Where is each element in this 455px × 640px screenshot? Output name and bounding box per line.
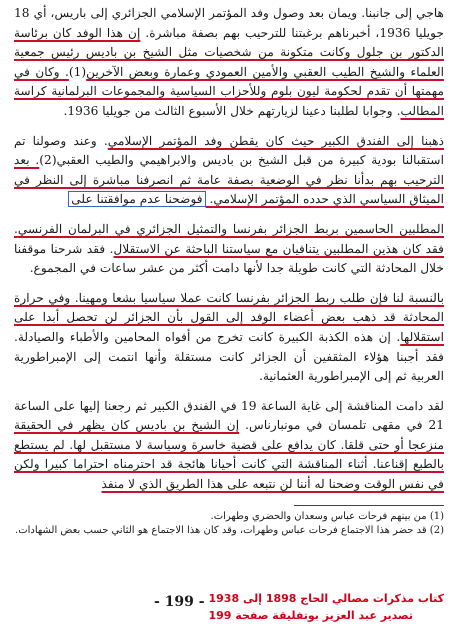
text-segment: هاجي إلى جانبنا. ويمان بعد وصول وفد المؤتمر الإسلامي الجزائري إلى باريس، أي 18 جويليا 1936، أخبرناهم برغبتنا للترحيب بهم بصفة مباشرة. bbox=[14, 6, 444, 40]
underlined-passage: . فقد كان هذين المطلبين يتنافيان مع سياستنا الباحثة عن الاستقلال bbox=[14, 221, 444, 256]
boxed-passage: فوضحنا عدم موافقتنا على bbox=[68, 191, 205, 207]
underlined-passage: . وكان في مهمتها أن تقدم لحكومة ليون بلوم وللأحزاب السياسية والمجموعات البرلمانية كراسة المطالب bbox=[14, 64, 444, 118]
footnotes bbox=[14, 510, 444, 538]
paragraph-4 bbox=[14, 289, 444, 387]
text-segment: . إن هذه الكذبة الكبيرة كانت تخرج من أفواه المحامين والأطباء والصيادلة. فقد أجبنا هؤلاء المثقفين أن الجزائر كانت مستقلة وأنها انتمت إلى الإمبراطورية العربية ثم إلى الإمبراطورية العثمانية. bbox=[14, 329, 444, 384]
underlined-passage: بالنسبة لنا فإن طلب ربط الجزائر بفرنسا كانت عملا سياسيا بشعا ومهينا. وفي حرارة المحادثة قد ذهب بعض أعضاء الوفد إلى القول بأن الجزائر لن تحصل أبدا على استقلالها bbox=[14, 290, 444, 344]
source-credit bbox=[209, 590, 445, 624]
text-segment: . وعند وصولنا تم استقبالنا بودية كبيرة من قبل الشيخ بن باديس والابراهيمي والطيب العقبي bbox=[14, 133, 444, 168]
underlined-passage: . بعد الترحيب بهم بدأنا نظر في الوضعية بصفة عامة ثم انصرفنا مباشرة إلى النظر في الميثاق السياسي الذي حدده المؤتمر الإسلامي. bbox=[14, 153, 444, 207]
body-text bbox=[14, 4, 444, 495]
book-page bbox=[14, 4, 444, 538]
paragraph-1 bbox=[14, 4, 444, 122]
text-segment: (1) bbox=[68, 64, 87, 79]
page-footer bbox=[14, 590, 444, 636]
underlined-passage: المطلبين الحاسمين بربط الجزائر بفرنسا والتمثيل الجزائري في البرلمان الفرنسي bbox=[17, 221, 444, 236]
text-segment: (2) bbox=[39, 153, 57, 168]
paragraph-2 bbox=[14, 132, 444, 210]
text-segment: . وجوابا لطلبنا دعينا لزيارتهم خلال الأسبوع الثالث من جويليا 1936. bbox=[63, 103, 401, 118]
underlined-passage: . كان يدافع على قضية خاسرة وسياسة لا مستقبل لها. لم يستطع بالطبع إقناعنا bbox=[14, 437, 444, 472]
footnote-2: (2) قد حضر هذا الاجتماع فرحات عباس وطهرات، وقد كان هذا الاجتماع هو الثاني حسب بعض الشهادات. bbox=[15, 524, 444, 536]
paragraph-3 bbox=[14, 220, 444, 279]
underlined-passage: ذهبنا إلى الفندق الكبير حيث كان يقطن وفد المؤتمر الإسلامي bbox=[107, 133, 444, 148]
footnote-1: (1) من بينهم فرحات عباس وسعدان والحضري وطهرات. bbox=[210, 510, 444, 522]
page-number: - 199 - bbox=[154, 594, 205, 610]
underlined-passage: إن هذا الوفد كان برئاسة الدكتور بن جلول وكانت متكونة من شخصيات مثل الشيخ بن باديس رئيس جمعية العلماء والشيخ الطيب العقبي والأمين العمودي وعمارة وبعض الآخرين bbox=[14, 25, 444, 79]
underlined-passage: إن الشيخ بن باديس كان يظهر في الحقيقة منزعجا أو حتى قلقا bbox=[14, 418, 444, 452]
text-segment: لقد دامت المناقشة إلى غاية الساعة 19 في الفندق الكبير ثم رجعنا إليها على الساعة 21 في مقهى تلمسان في مونبارناس. bbox=[14, 398, 444, 433]
underlined-passage: . أثناء المناقشة التي كانت أحيانا هائجة قد احترمناه احتراما كبيرا ولكن في نفس الوقت وضحنا له أننا لن نتبعه على هذا الطريق الذي لا منفذ bbox=[14, 457, 444, 492]
credit-line-preface: تصدير عبد العزيز بوتفليقة صفحة 199 bbox=[208, 609, 413, 622]
credit-line-book: كتاب مذكرات مصالي الحاج 1898 إلى 1938 bbox=[208, 592, 444, 605]
footnote-divider bbox=[294, 505, 444, 506]
text-segment: . فقد شرحنا موقفنا خلال المحادثة التي كانت طويلة جدا لأنها دامت أكثر من عشر ساعات في المجموع. bbox=[14, 241, 444, 276]
paragraph-5 bbox=[14, 397, 444, 495]
